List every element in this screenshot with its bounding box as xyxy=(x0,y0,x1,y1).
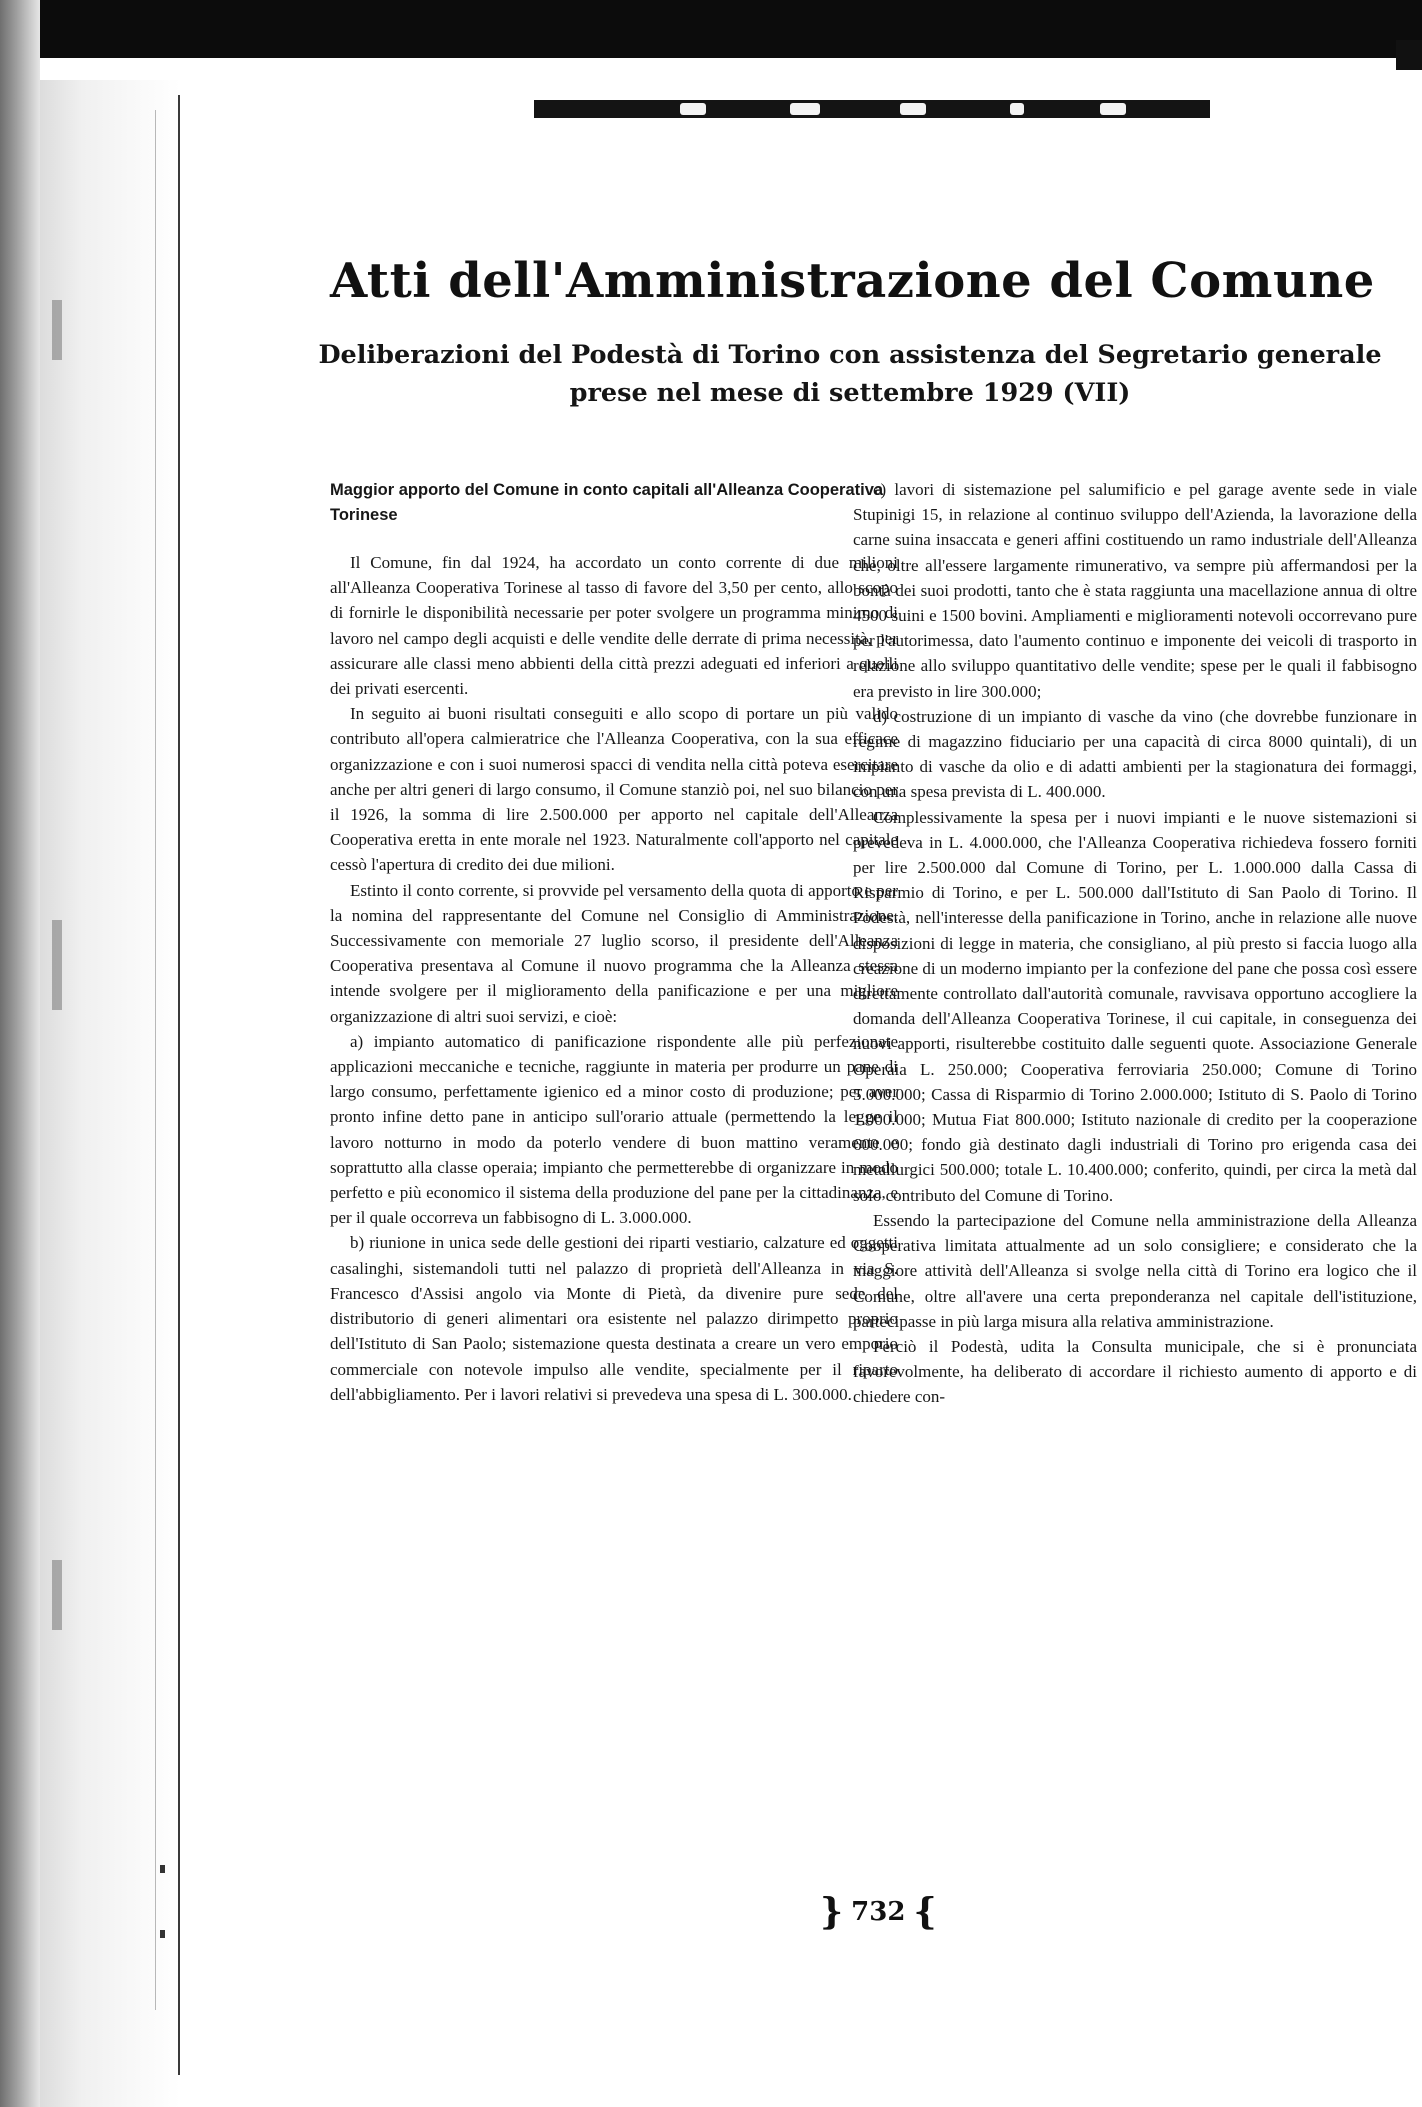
paragraph: b) riunione in unica sede delle gestioni dei riparti vestiario, calzature ed oggetti casalinghi, sistemandoli tutti nel palazzo di proprietà dell'Alleanza in via S. Francesco d'Assisi angolo via Monte di Pietà, da divenire pure sede del distributorio di generi alimentari ora esistente nel palazzo dirimpetto proprio dell'Istituto di San Paolo; sistemazione questa destinata a creare un vero emporio commerciale con notevole impulso alle vendite, specialmente per il riparto dell'abbigliamento. Per i lavori relativi si prevedeva una spesa di L. 300.000. xyxy=(330,1233,898,1404)
scan-left-shadow xyxy=(40,80,180,2107)
paragraph: d) costruzione di un impianto di vasche da vino (che dovrebbe funzionare in regime di magazzino fiduciario per una capacità di circa 8000 quintali), di un impianto di vasche da olio e di adatti ambienti per la stagionatura dei formaggi, con una spesa prevista di L. 400.000. xyxy=(853,706,1417,802)
left-column xyxy=(330,478,898,1407)
scan-artifact xyxy=(52,300,62,360)
scan-left-border xyxy=(0,0,40,2107)
subtitle-line-1: Deliberazioni del Podestà di Torino con assistenza del Segretario generale xyxy=(318,340,1382,370)
paragraph: Estinto il conto corrente, si provvide pel versamento della quota di apporto e per la nomina del rappresentante del Comune nel Consiglio di Amministrazione. Successivamente con memoriale 27 luglio scorso, il presidente dell'Alleanza Cooperativa presentava al Comune il nuovo programma che la Alleanza stessa intende svolgere per il miglioramento della panificazione e per una migliore organizzazione di altri suoi servizi, e cioè: xyxy=(330,880,898,1026)
page-number-value: 732 xyxy=(851,1897,906,1927)
paragraph: Il Comune, fin dal 1924, ha accordato un conto corrente di due milioni all'Alleanza Cooperativa Torinese al tasso di favore del 3,50 per cento, allo scopo di fornirle le disponibilità necessarie per poter svolgere un programma minimo di lavoro nel campo degli acquisti e delle vendite delle derrate di prima necessità, per assicurare alle classi meno abbienti della città prezzi adeguati ed inferiori a quelli dei privati esercenti. xyxy=(330,553,898,699)
page-subtitle xyxy=(290,336,1410,412)
paragraph: In seguito ai buoni risultati conseguiti e allo scopo di portare un più valido contributo all'opera calmieratrice che l'Alleanza Cooperativa, con la sua efficace organizzazione e con i suoi numerosi spacci di vendita nella città poteva esercitare anche per altri generi di largo consumo, il Comune stanziò poi, nel suo bilancio per il 1926, la somma di lire 2.500.000 per apporto nel capitale dell'Alleanza Cooperativa eretta in ente morale nel 1923. Naturalmente coll'apporto nel capitale cessò l'apertura di credito dei due milioni. xyxy=(330,704,898,875)
left-brace-ornament: } xyxy=(820,1891,844,1933)
page-title: Atti dell'Amministrazione del Comune xyxy=(330,253,1375,309)
margin-rule xyxy=(178,95,180,2075)
page-number xyxy=(820,1891,937,1933)
scan-artifact xyxy=(52,920,62,1010)
scan-dot xyxy=(160,1930,165,1938)
paragraph: Perciò il Podestà, udita la Consulta municipale, che si è pronunciata favorevolmente, ha deliberato di accordare il richiesto aumento di apporto e di chiedere con- xyxy=(853,1336,1417,1407)
ornament-glyph xyxy=(790,103,820,115)
ornament-glyph xyxy=(900,103,926,115)
section-heading: Maggior apporto del Comune in conto capitali all'Alleanza Cooperativa Torinese xyxy=(330,481,884,524)
right-brace-ornament: { xyxy=(913,1891,937,1933)
paragraph: a) impianto automatico di panificazione rispondente alle più perfezionate applicazioni meccaniche e tecniche, raggiunte in materia per produrre un pane di largo consumo, perfettamente igienico ed a minor costo di produzione; per aver pronto infine detto pane in anticipo sull'orario attuale (permettendo la legge il lavoro notturno in modo da poterlo vendere di buon mattino veramente e soprattutto alla classe operaia; impianto che permetterebbe di organizzare in modo perfetto e più economico il sistema della produzione del pane per la cittadinanza, e per il quale occorreva un fabbisogno di L. 3.000.000. xyxy=(330,1031,898,1228)
ornament-glyph xyxy=(680,103,706,115)
ornament-glyph xyxy=(1010,103,1024,115)
scan-top-border xyxy=(0,0,1422,58)
margin-rule-faint xyxy=(155,110,156,2010)
scan-dot xyxy=(160,1865,165,1873)
scan-artifact xyxy=(52,1560,62,1630)
right-column xyxy=(853,477,1417,1410)
ornament-glyph xyxy=(1100,103,1126,115)
paragraph: c) lavori di sistemazione pel salumificio e pel garage avente sede in viale Stupinigi 15, in relazione al continuo sviluppo dell'Azienda, la lavorazione della carne suina insaccata e generi affini costituendo un ramo industriale dell'Alleanza che, oltre all'essere largamente rimunerativo, va sempre più affermandosi per la bontà dei suoi prodotti, tanto che è stata raggiunta una macellazione annua di oltre 4500 suini e 1500 bovini. Ampliamenti e miglioramenti notevoli occorrevano pure per l'autorimessa, dato l'aumento continuo e imponente dei veicoli di trasporto in relazione allo sviluppo quantitativo delle vendite; spese per le quali il fabbisogno era previsto in lire 300.000; xyxy=(853,480,1417,701)
subtitle-line-2: prese nel mese di settembre 1929 (VII) xyxy=(569,378,1131,408)
paragraph: Complessivamente la spesa per i nuovi impianti e le nuove sistemazioni si prevedeva in L. 4.000.000, che l'Alleanza Cooperativa richiedeva fossero forniti per lire 2.500.000 dal Comune di Torino, per L. 1.000.000 dalla Cassa di Risparmio di Torino, e per L. 500.000 dall'Istituto di San Paolo di Torino. Il Podestà, nell'interesse della panificazione in Torino, anche in relazione alle nuove disposizioni di legge in materia, che consigliano, al più presto si faccia luogo alla creazione di un moderno impianto per la confezione del pane che possa così essere direttamente controllato dall'autorità comunale, ravvisava opportuno accogliere la domanda dell'Alleanza Cooperativa Torinese, il cui capitale, in conseguenza dei nuovi apporti, risulterebbe costituito dalle seguenti quote. Associazione Generale Operaia L. 250.000; Cooperativa ferroviaria 250.000; Comune di Torino 5.000.000; Cassa di Risparmio di Torino 2.000.000; Istituto di S. Paolo di Torino 1.000.000; Mutua Fiat 800.000; Istituto nazionale di credito per la cooperazione 600.000; fondo già destinato dagli industriali di Torino pro erigenda casa dei metallurgici 500.000; totale L. 10.400.000; conferito, quindi, per circa la metà dal solo contributo del Comune di Torino. xyxy=(853,807,1417,1205)
paragraph: Essendo la partecipazione del Comune nella amministrazione della Alleanza Cooperativa limitata attualmente ad un solo consigliere; e considerato che la maggiore attività dell'Alleanza si svolge nella città di Torino era logico che il Comune, oltre all'avere una certa preponderanza nel capitale dell'istituzione, partecipasse in più larga misura alla relativa amministrazione. xyxy=(853,1210,1417,1331)
scan-corner xyxy=(1396,40,1422,70)
